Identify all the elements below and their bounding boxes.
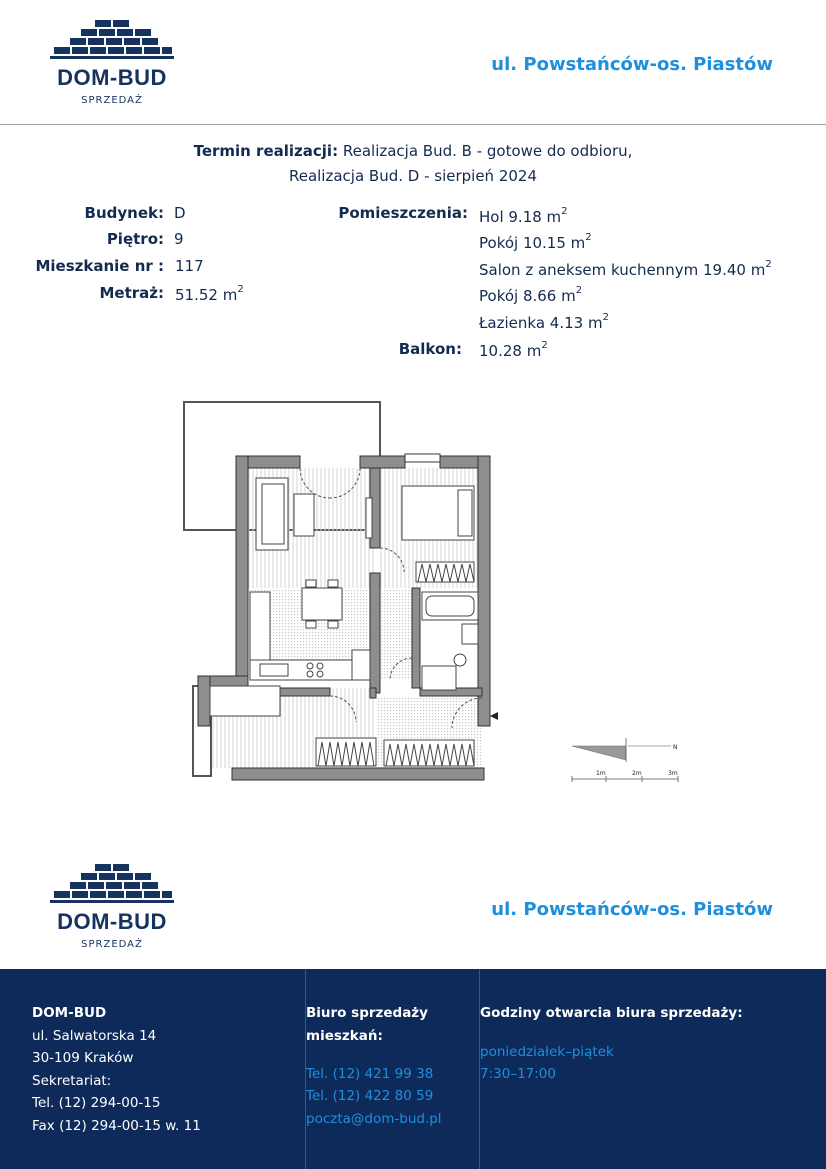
room-unit-sup: 2 — [602, 312, 609, 323]
room-unit-sup: 2 — [575, 285, 583, 296]
footer — [0, 969, 826, 1169]
pietro-label: Piętro: — [106, 230, 164, 248]
bed-2 — [210, 686, 280, 716]
office-tel-2-link[interactable]: Tel. (12) 422 80 59 — [306, 1088, 434, 1104]
entrance-arrow-icon — [490, 712, 498, 720]
scale-2m: 2m — [632, 770, 642, 777]
floor-plan — [180, 398, 510, 788]
window-top-right — [405, 454, 440, 462]
room-text: Pokój 10.15 m — [479, 234, 586, 252]
scale-3m: 3m — [668, 770, 678, 777]
north-label: N — [673, 744, 678, 751]
budynek-label: Budynek: — [84, 204, 164, 222]
room-text: Salon z aneksem kuchennym 19.40 m — [479, 261, 766, 279]
fridge — [352, 650, 370, 680]
footer-fax: Fax (12) 294-00-15 w. 11 — [32, 1118, 201, 1134]
room-pokoj-1 — [479, 232, 592, 252]
termin-line-2 — [0, 167, 826, 185]
hours-title: Godziny otwarcia biura sprzedaży: — [480, 1005, 743, 1021]
dining-table — [302, 588, 342, 620]
coffee-table — [294, 494, 314, 536]
room-salon — [479, 259, 772, 279]
termin-line-1 — [0, 142, 826, 160]
washer — [422, 666, 456, 690]
metraz-label: Metraż: — [99, 284, 164, 302]
footer-company-name: DOM-BUD — [32, 1005, 107, 1021]
mieszkanie-value: 117 — [175, 257, 204, 275]
brand-name: DOM-BUD — [57, 909, 167, 934]
footer-street: ul. Salwatorska 14 — [32, 1028, 157, 1044]
balcony-door-salon — [366, 498, 372, 538]
brick-logo-icon — [50, 20, 174, 66]
room-unit-sup: 2 — [561, 206, 568, 217]
pietro-value: 9 — [174, 230, 184, 248]
room-text: Pokój 8.66 m — [479, 287, 576, 305]
scale-bar — [566, 738, 686, 788]
office-email-link[interactable]: poczta@dom-bud.pl — [306, 1111, 442, 1127]
scale-1m: 1m — [596, 770, 606, 777]
divider — [0, 124, 826, 125]
mieszkanie-label: Mieszkanie nr : — [35, 257, 164, 275]
room-text: Hol 9.18 m — [479, 208, 562, 226]
room-lazienka — [479, 312, 609, 332]
metraz-value — [175, 284, 244, 304]
footer-office — [305, 969, 479, 1169]
metraz-unit-sup: 2 — [237, 284, 244, 295]
budynek-value: D — [174, 204, 186, 222]
balkon-label: Balkon: — [398, 340, 462, 358]
office-title-2: mieszkań: — [306, 1028, 383, 1044]
sink — [462, 624, 478, 644]
footer-secretariat: Sekretariat: — [32, 1073, 112, 1089]
footer-company — [0, 969, 305, 1169]
termin-text-2: Realizacja Bud. D - sierpień 2024 — [288, 167, 538, 185]
footer-city: 30-109 Kraków — [32, 1050, 134, 1066]
footer-tel: Tel. (12) 294-00-15 — [32, 1095, 161, 1111]
balkon-value — [479, 340, 548, 360]
office-tel-1-link[interactable]: Tel. (12) 421 99 38 — [306, 1066, 434, 1082]
footer-hours — [479, 969, 826, 1169]
brand-tagline: SPRZEDAŻ — [81, 939, 143, 950]
termin-text-1: Realizacja Bud. B - gotowe do odbioru, — [342, 142, 633, 160]
address: ul. Powstańców-os. Piastów — [491, 54, 773, 75]
north-arrow-icon — [572, 746, 626, 760]
toilet — [454, 654, 466, 666]
office-title-1: Biuro sprzedaży — [306, 1005, 428, 1021]
brand-name: DOM-BUD — [57, 65, 167, 90]
logo-bottom — [50, 864, 174, 950]
room-unit-sup: 2 — [765, 259, 772, 270]
room-pokoj-2 — [479, 285, 582, 305]
brick-logo-icon — [50, 864, 174, 910]
balkon-unit-sup: 2 — [541, 340, 548, 351]
brand-tagline: SPRZEDAŻ — [81, 95, 143, 106]
rooms-label: Pomieszczenia: — [338, 204, 468, 222]
room-hol — [479, 206, 568, 226]
metraz-text: 51.52 m — [175, 286, 238, 304]
room-unit-sup: 2 — [585, 232, 592, 243]
logo — [50, 20, 174, 106]
balkon-text: 10.28 m — [479, 342, 542, 360]
hours-time: 7:30–17:00 — [480, 1066, 556, 1082]
address-bottom: ul. Powstańców-os. Piastów — [491, 899, 773, 920]
termin-label: Termin realizacji: — [193, 142, 339, 160]
room-text: Łazienka 4.13 m — [479, 314, 603, 332]
hours-days: poniedziałek–piątek — [480, 1044, 614, 1060]
